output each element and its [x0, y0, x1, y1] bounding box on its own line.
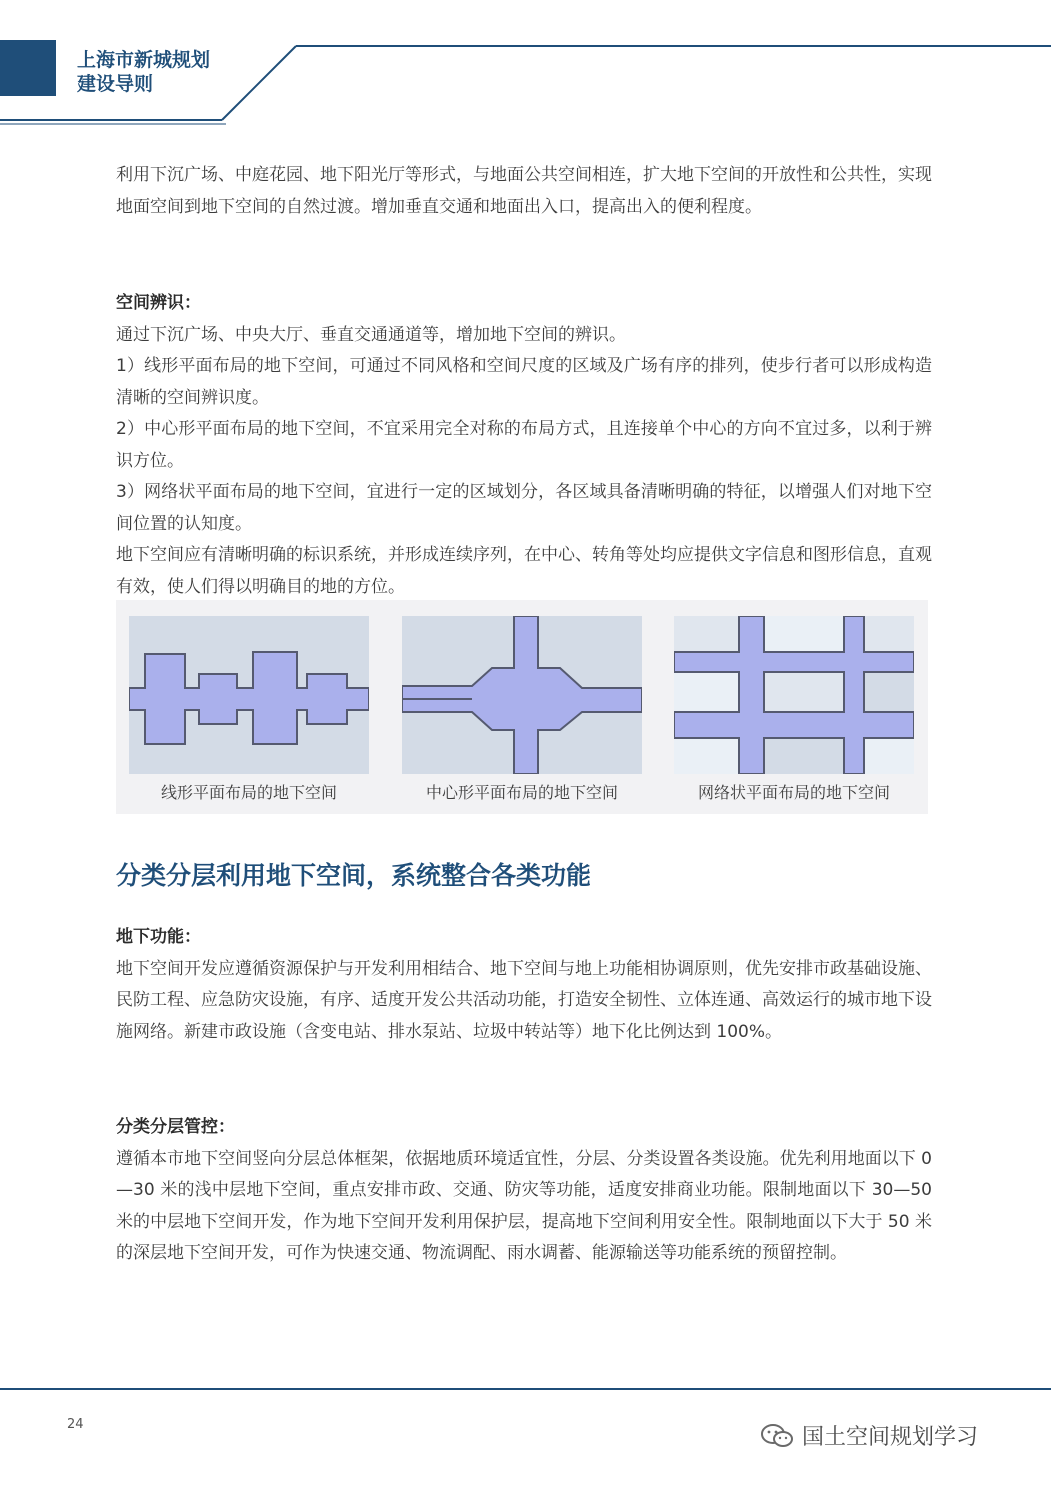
section-heading: 分类分层利用地下空间，系统整合各类功能 — [116, 861, 592, 890]
network-layout-diagram — [674, 616, 914, 774]
space-identification-heading: 空间辨识： — [116, 293, 201, 313]
underground-function-block — [116, 922, 932, 1048]
space-identification-block — [116, 288, 932, 603]
page-number: 24 — [67, 1417, 84, 1432]
underground-function-heading: 地下功能： — [116, 927, 201, 947]
wechat-icon — [760, 1422, 794, 1450]
figure-caption: 中心形平面布局的地下空间 — [425, 783, 618, 802]
space-identification-paragraph: 1）线形平面布局的地下空间，可通过不同风格和空间尺度的区域及广场有序的排列，使步行者可以形成构造清晰的空间辨识度。 — [116, 356, 932, 408]
watermark — [760, 1420, 978, 1451]
header-color-block — [0, 40, 56, 96]
layered-control-block — [116, 1112, 932, 1270]
figure-caption: 线形平面布局的地下空间 — [160, 783, 337, 802]
watermark-text: 国土空间规划学习 — [802, 1425, 979, 1450]
layered-control-paragraph: 遵循本市地下空间竖向分层总体框架，依据地质环境适宜性，分层、分类设置各类设施。优先利用地面以下 0—30 米的浅中层地下空间，重点安排市政、交通、防灾等功能，适度安排商业功能。限制地面以下 30—50 米的中层地下空间开发，作为地下空间开发利用保护层，提高地下空间利用安全性。限制地面以下大于 50 米的深层地下空间开发，可作为快速交通、物流调配、雨水调蓄、能源输送等功能系统的预留控制。 — [116, 1148, 932, 1263]
linear-layout-diagram — [129, 616, 369, 774]
space-identification-paragraph: 通过下沉广场、中央大厅、垂直交通通道等，增加地下空间的辨识。 — [116, 324, 626, 345]
footer-divider — [0, 1388, 1051, 1390]
central-layout-diagram — [402, 616, 642, 774]
document-title-line1: 上海市新城规划 — [77, 49, 211, 71]
figure-caption: 网络状平面布局的地下空间 — [697, 783, 890, 802]
space-identification-paragraph: 地下空间应有清晰明确的标识系统，并形成连续序列，在中心、转角等处均应提供文字信息和图形信息，直观有效，使人们得以明确目的地的方位。 — [116, 545, 932, 597]
underground-function-paragraph: 地下空间开发应遵循资源保护与开发利用相结合、地下空间与地上功能相协调原则，优先安排市政基础设施、民防工程、应急防灾设施，有序、适度开发公共活动功能，打造安全韧性、立体连通、高效运行的城市地下设施网络。新建市政设施（含变电站、排水泵站、垃圾中转站等）地下化比例达到 100%。 — [116, 958, 932, 1042]
layered-control-heading: 分类分层管控： — [116, 1117, 235, 1137]
space-identification-paragraph: 2）中心形平面布局的地下空间，不宜采用完全对称的布局方式，且连接单个中心的方向不宜过多，以利于辨识方位。 — [116, 419, 932, 471]
document-title-line2: 建设导则 — [77, 73, 154, 95]
intro-block — [116, 160, 932, 223]
intro-paragraph: 利用下沉广场、中庭花园、地下阳光厅等形式，与地面公共空间相连，扩大地下空间的开放性和公共性，实现地面空间到地下空间的自然过渡。增加垂直交通和地面出入口，提高出入的便利程度。 — [116, 165, 932, 217]
space-identification-paragraph: 3）网络状平面布局的地下空间，宜进行一定的区域划分，各区域具备清晰明确的特征，以增强人们对地下空间位置的认知度。 — [116, 482, 932, 534]
document-title — [77, 48, 210, 96]
